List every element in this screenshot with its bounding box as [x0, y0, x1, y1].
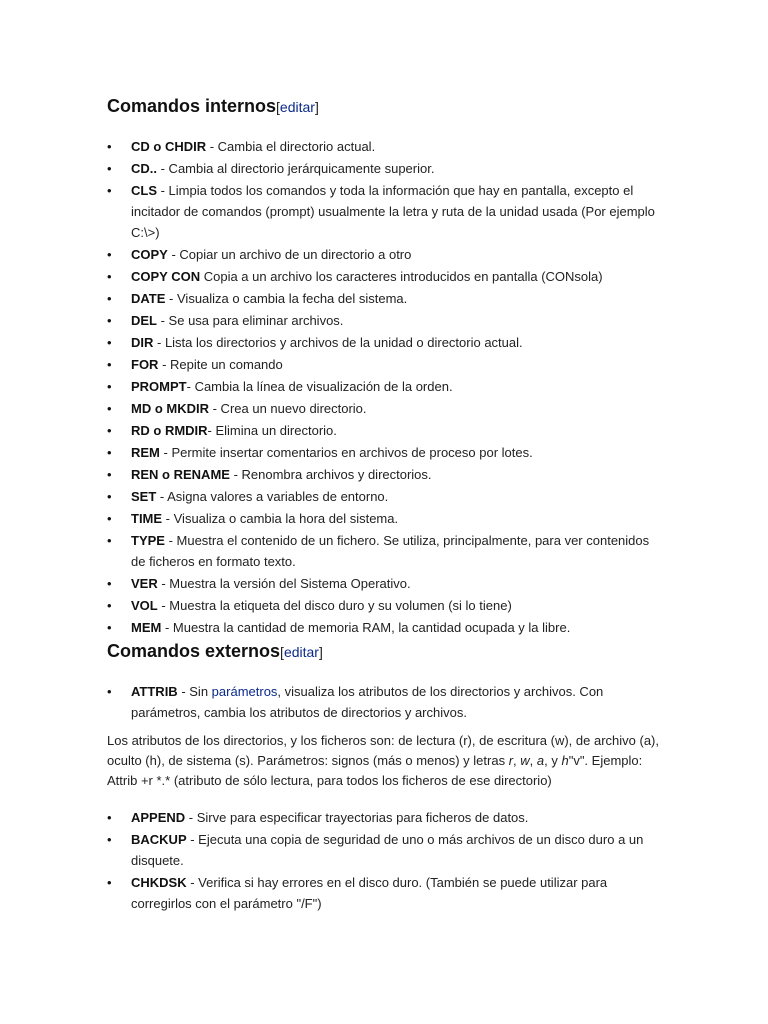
command-name: CHKDSK [131, 875, 187, 890]
document-page [107, 94, 667, 915]
command-description: - Muestra la etiqueta del disco duro y su volumen (si lo tiene) [157, 598, 512, 613]
param-h: h [561, 753, 569, 768]
command-description: - Cambia el directorio actual. [206, 139, 376, 154]
command-description: - Repite un comando [158, 357, 283, 372]
command-description: - Visualiza o cambia la fecha del sistema. [165, 291, 408, 306]
command-name: TIME [131, 511, 163, 526]
command-description: - Renombra archivos y directorios. [229, 467, 432, 482]
edit-link-wrapper [276, 99, 319, 115]
command-name: SET [131, 489, 157, 504]
command-description: - Cambia al directorio jerárquicamente superior. [157, 161, 435, 176]
command-description: - Ejecuta una copia de seguridad de uno o más archivos de un disco duro a un disquete. [131, 832, 644, 868]
command-name: CLS [131, 183, 157, 198]
command-description: - Verifica si hay errores en el disco duro. (También se puede utilizar para corregirlos con el parámetro "/F") [131, 875, 608, 911]
paragraph-text: "v". Ejemplo: Attrib +r *.* (atributo de sólo lectura, para todos los ficheros de ese directorio) [107, 753, 643, 788]
command-name: BACKUP [131, 832, 187, 847]
list-item [107, 288, 667, 309]
external-commands-list [107, 807, 667, 914]
list-item [107, 398, 667, 419]
command-name: DEL [131, 313, 157, 328]
list-item [107, 266, 667, 287]
command-description: - Lista los directorios y archivos de la unidad o directorio actual. [153, 335, 523, 350]
list-item [107, 180, 667, 243]
list-item [107, 310, 667, 331]
command-name: DATE [131, 291, 166, 306]
param-a: a [536, 753, 545, 768]
section-title-text: Comandos internos [107, 96, 277, 116]
list-item [107, 464, 667, 485]
bracket-open: [ [280, 644, 284, 660]
attrib-list [107, 681, 667, 723]
command-description: - Sirve para especificar trayectorias para ficheros de datos. [185, 810, 529, 825]
command-description: - Crea un nuevo directorio. [209, 401, 367, 416]
list-item [107, 829, 667, 871]
edit-link[interactable]: editar [279, 99, 315, 115]
param-w: w [520, 753, 530, 768]
list-item [107, 530, 667, 572]
list-item [107, 376, 667, 397]
list-item [107, 420, 667, 441]
command-name: REM [131, 445, 160, 460]
command-name: MEM [131, 620, 162, 635]
command-name: TYPE [131, 533, 165, 548]
list-item-attrib [107, 681, 667, 723]
section-title-comandos-externos [107, 639, 667, 664]
list-item [107, 486, 667, 507]
command-name: ATTRIB [131, 684, 178, 699]
command-name: DIR [131, 335, 154, 350]
section-title-comandos-internos [107, 94, 667, 119]
command-name: MD o MKDIR [131, 401, 209, 416]
command-description: - Muestra la versión del Sistema Operativo. [157, 576, 411, 591]
edit-link-wrapper [280, 644, 323, 660]
command-desc-pre: - Sin [177, 684, 212, 699]
list-item [107, 617, 667, 638]
internal-commands-list [107, 136, 667, 638]
separator: , y [544, 753, 562, 768]
command-name: COPY CON [131, 269, 201, 284]
command-name: APPEND [131, 810, 186, 825]
command-description: - Permite insertar comentarios en archivos de proceso por lotes. [159, 445, 533, 460]
command-description: - Muestra la cantidad de memoria RAM, la cantidad ocupada y la libre. [161, 620, 571, 635]
list-item [107, 136, 667, 157]
attributes-paragraph [107, 731, 667, 791]
command-name: RD o RMDIR [131, 423, 208, 438]
command-description: - Se usa para eliminar archivos. [157, 313, 344, 328]
command-description: - Limpia todos los comandos y toda la información que hay en pantalla, excepto el incitador de comandos (prompt) usualmente la letra y ruta de la unidad usada (Por ejemplo C:\>) [131, 183, 655, 240]
command-name: VER [131, 576, 158, 591]
bracket-close: ] [318, 644, 323, 660]
separator: , [513, 753, 521, 768]
list-item [107, 807, 667, 828]
command-description: - Cambia la línea de visualización de la orden. [186, 379, 453, 394]
command-name: PROMPT [131, 379, 187, 394]
command-desc-post: , visualiza los atributos de los directorios y archivos. Con parámetros, cambia los atributos de directorios y archivos. [131, 684, 604, 720]
command-description: - Muestra el contenido de un fichero. Se utiliza, principalmente, para ver contenidos de ficheros en formato texto. [131, 533, 650, 569]
param-r: r [508, 753, 514, 768]
command-name: FOR [131, 357, 159, 372]
command-name: CD.. [131, 161, 157, 176]
bracket-open: [ [276, 99, 280, 115]
list-item [107, 573, 667, 594]
command-description: - Elimina un directorio. [207, 423, 337, 438]
command-name: VOL [131, 598, 158, 613]
list-item [107, 244, 667, 265]
command-description: - Asigna valores a variables de entorno. [156, 489, 389, 504]
command-description: - Visualiza o cambia la hora del sistema. [162, 511, 399, 526]
command-description: Copia a un archivo los caracteres introducidos en pantalla (CONsola) [200, 269, 603, 284]
edit-link[interactable]: editar [283, 644, 319, 660]
command-name: COPY [131, 247, 168, 262]
paragraph-text: Los atributos de los directorios, y los ficheros son: de lectura (r), de escritura (w), de archivo (a), oculto (h), de sistema (s). Parámetros: signos (más o menos) y letras [107, 733, 659, 768]
list-item [107, 508, 667, 529]
list-item [107, 158, 667, 179]
list-item [107, 872, 667, 914]
command-description: - Copiar un archivo de un directorio a otro [167, 247, 412, 262]
command-name: CD o CHDIR [131, 139, 207, 154]
list-item [107, 332, 667, 353]
parametros-link[interactable]: parámetros [211, 684, 278, 699]
list-item [107, 595, 667, 616]
separator: , [529, 753, 537, 768]
section-title-text: Comandos externos [107, 641, 281, 661]
list-item [107, 354, 667, 375]
list-item [107, 442, 667, 463]
bracket-close: ] [314, 99, 319, 115]
command-name: REN o RENAME [131, 467, 230, 482]
